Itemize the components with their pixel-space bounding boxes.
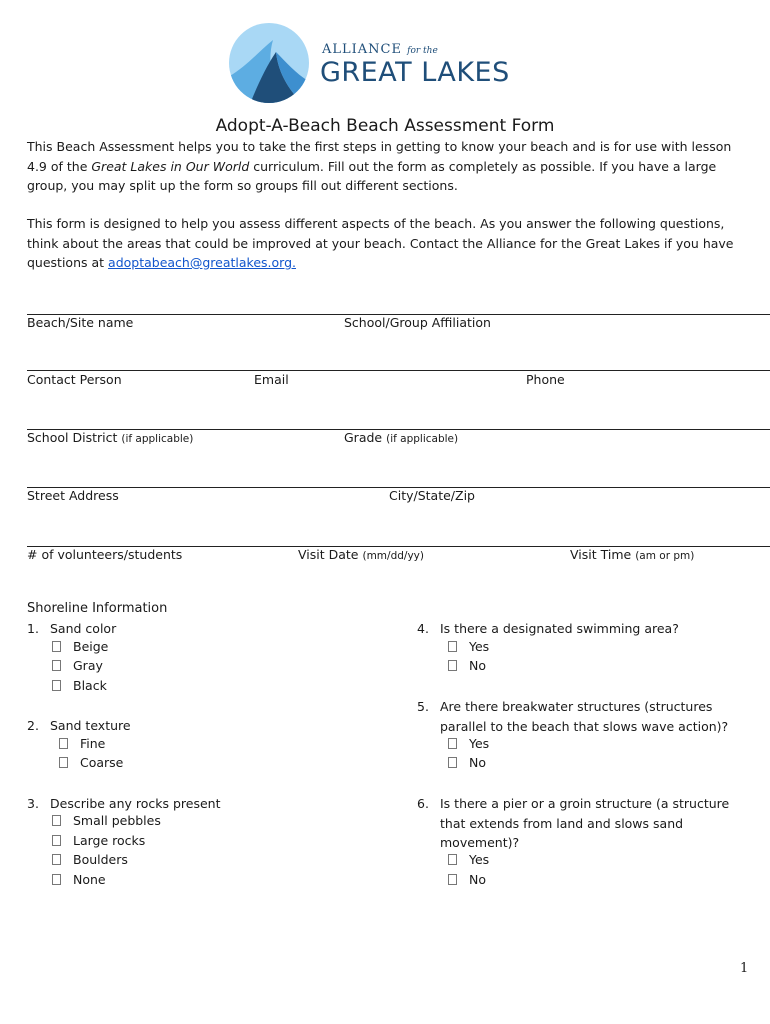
checkbox-option[interactable]: No [448,872,486,887]
checkbox-option[interactable]: No [448,755,486,770]
alliance-logo [228,22,548,108]
checkbox-option[interactable]: Large rocks [52,833,145,848]
checkbox-option[interactable]: Yes [448,639,489,654]
visit-time-field[interactable]: Visit Time (am or pm) [570,547,695,562]
checkbox-option[interactable]: Yes [448,852,489,867]
school-district-field[interactable]: School District (if applicable) [27,430,194,445]
city-state-zip-field[interactable]: City/State/Zip [389,488,475,503]
beach-site-field[interactable]: Beach/Site name [27,315,134,330]
checkbox-option[interactable]: Beige [52,639,108,654]
checkbox-option[interactable]: No [448,658,486,673]
intro-paragraph-1: This Beach Assessment helps you to take the first steps in getting to know your beach and is for use with lesson 4.9 of the Great Lakes in Our World curriculum. Fill out the form as completely as possible. If you have a large group, you may split up the form so groups fill out different sections. [27,139,732,193]
field-line [27,370,770,371]
checkbox-option[interactable]: Fine [59,736,105,751]
checkbox-option[interactable]: None [52,872,106,887]
checkbox-option[interactable]: Gray [52,658,103,673]
form-title: Adopt-A-Beach Beach Assessment Form [215,116,555,136]
grade-field[interactable]: Grade (if applicable) [344,430,459,445]
checkbox-option[interactable]: Small pebbles [52,813,161,828]
phone-field[interactable]: Phone [526,372,565,387]
street-address-field[interactable]: Street Address [27,488,119,503]
volunteers-field[interactable]: # of volunteers/students [27,547,183,562]
contact-person-field[interactable]: Contact Person [27,372,122,387]
org-name-small: ALLIANCE for the [322,42,438,57]
checkbox-option[interactable]: Coarse [59,755,123,770]
school-group-field[interactable]: School/Group Affiliation [344,315,491,330]
visit-date-field[interactable]: Visit Date (mm/dd/yy) [298,547,424,562]
checkbox-option[interactable]: Yes [448,736,489,751]
page-number: 1 [740,961,749,976]
intro-paragraph-2: This form is designed to help you assess different aspects of the beach. As you answer the following questions, think about the areas that could be improved at your beach. Contact the Alliance for the Great Lakes if you have questions at adoptabeach@greatlakes.org. [27,216,734,270]
checkbox-option[interactable]: Black [52,678,107,693]
shoreline-heading: Shoreline Information [27,601,168,616]
question-6: 6. Is there a pier or a groin structure (a structure that extends from land and slows sand movement)? [417,796,730,850]
email-field[interactable]: Email [254,372,289,387]
question-5: 5. Are there breakwater structures (structures parallel to the beach that slows wave action)? [417,699,729,734]
checkbox-option[interactable]: Boulders [52,852,128,867]
org-name-big: GREAT LAKES [320,57,510,88]
contact-email-link[interactable]: adoptabeach@greatlakes.org. [108,255,296,270]
wave-logo-icon [228,22,310,104]
